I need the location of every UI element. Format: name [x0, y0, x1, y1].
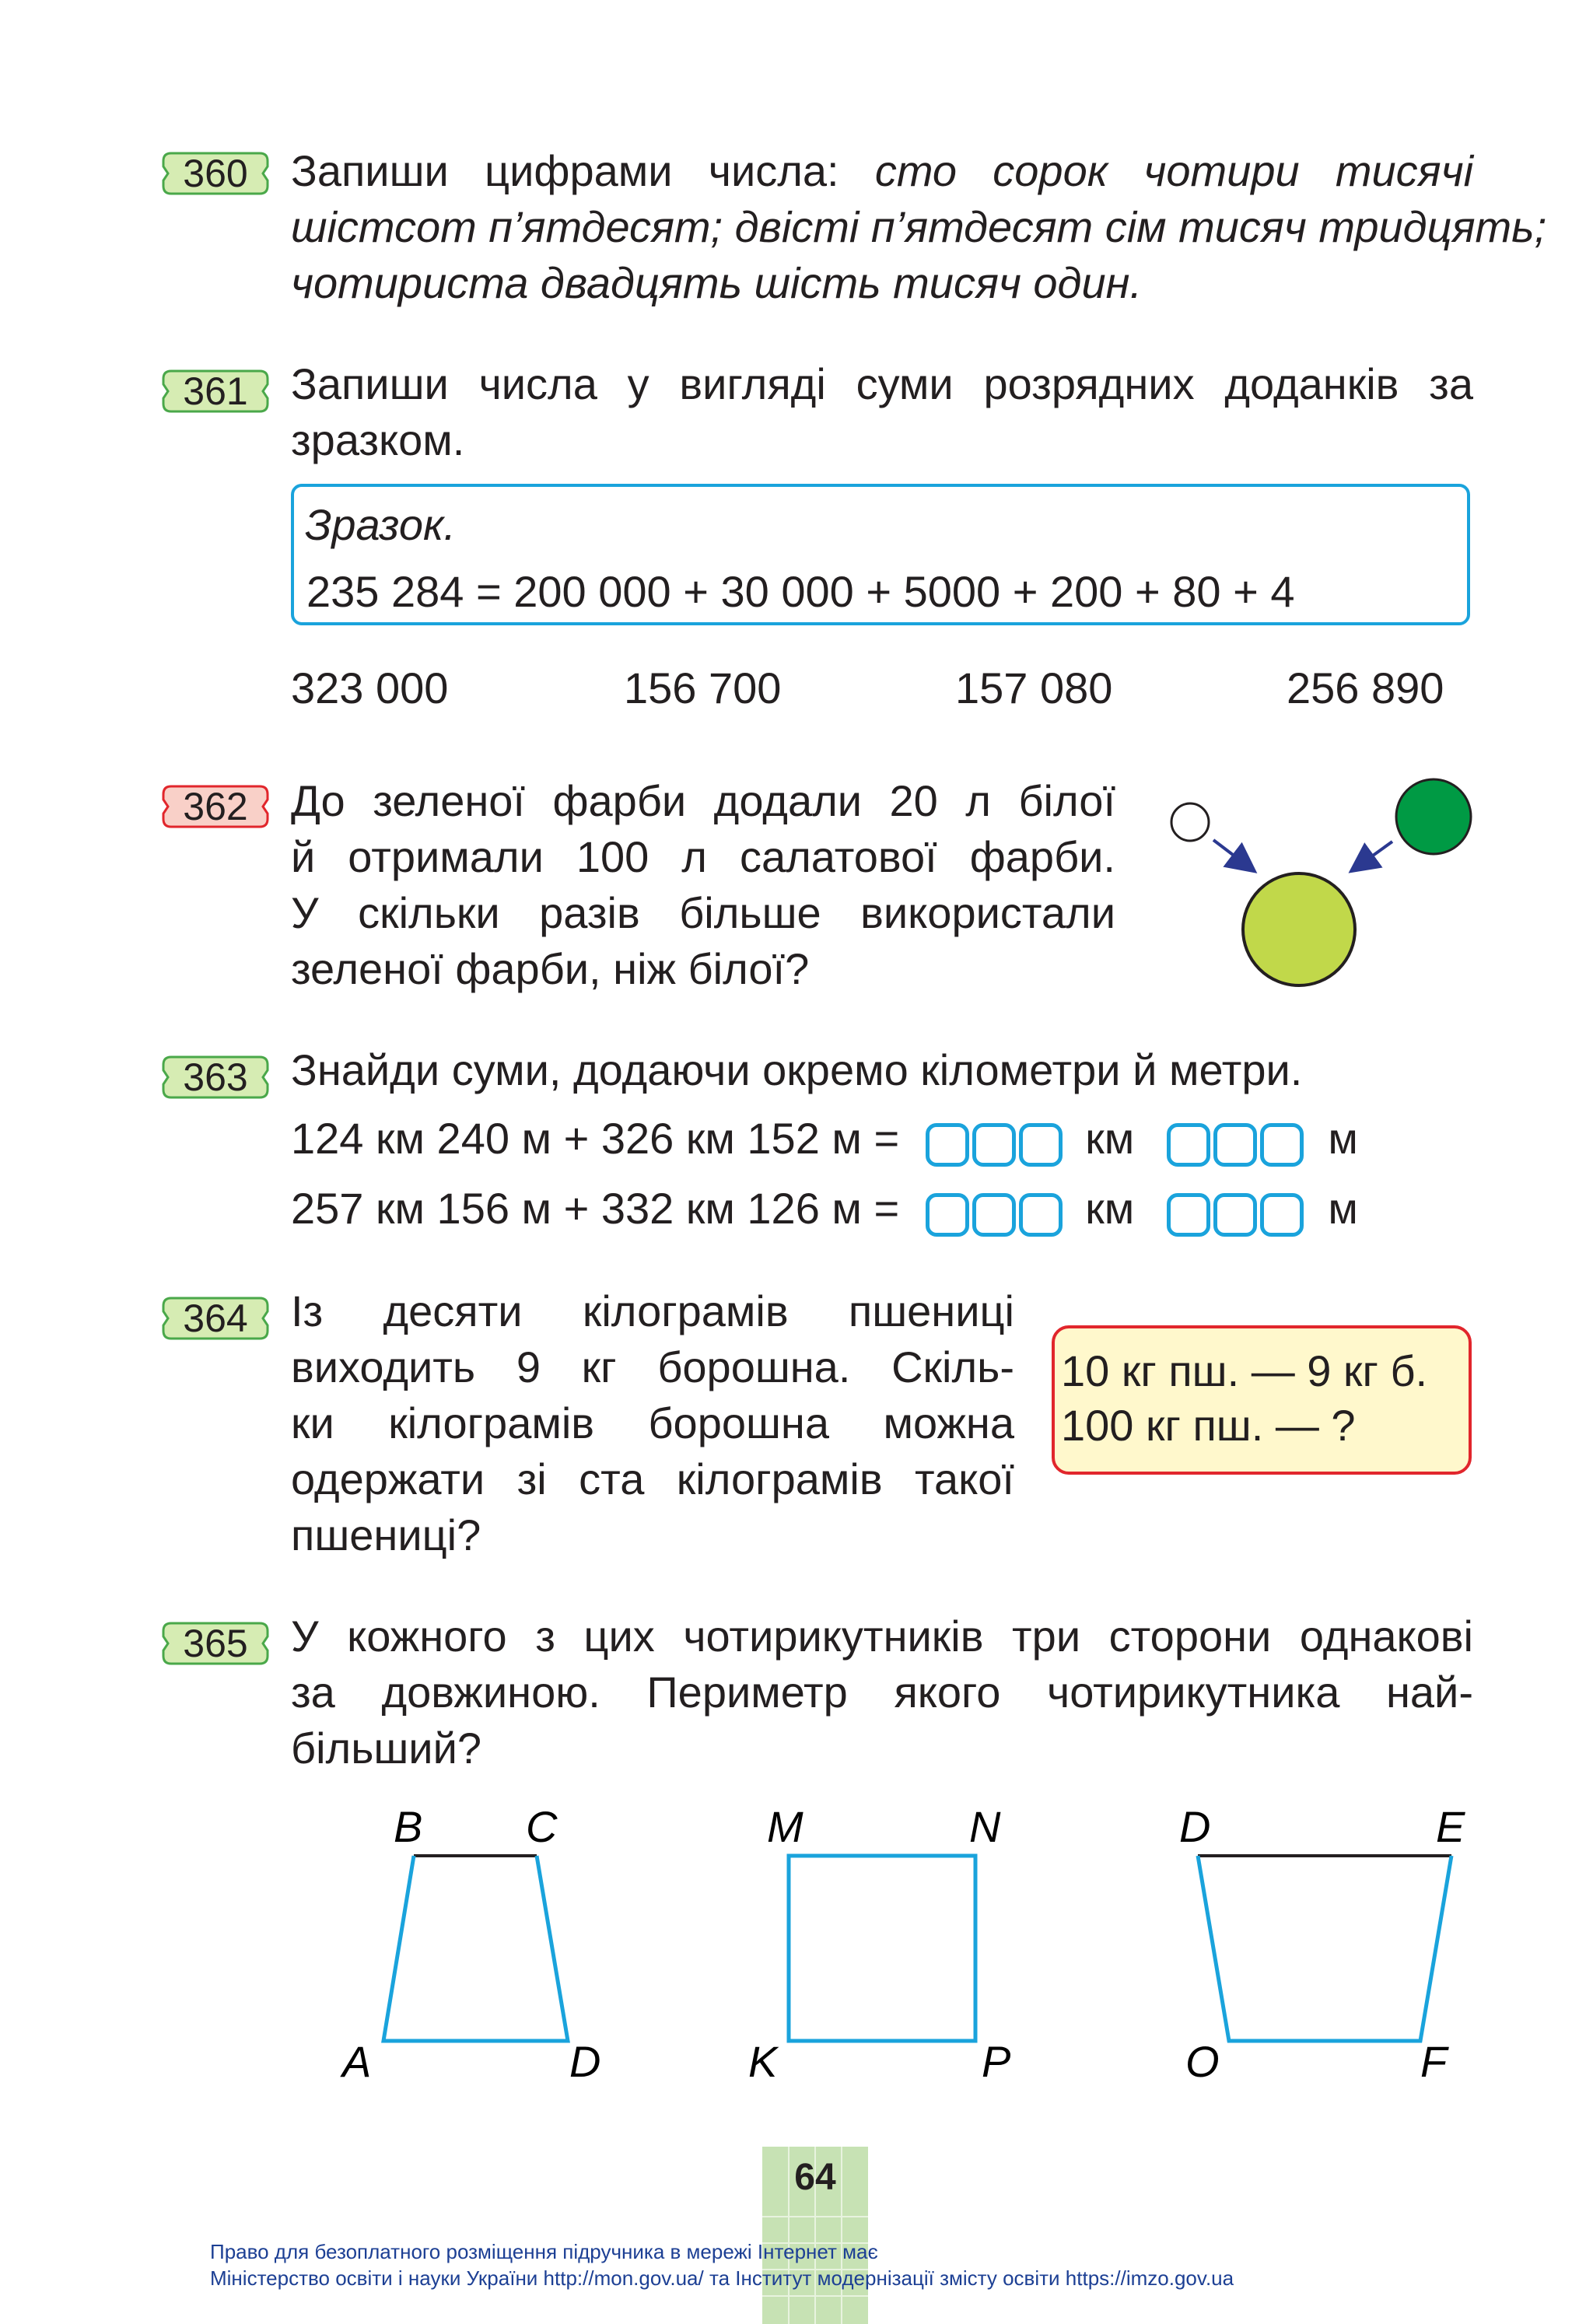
task-text-line: й отримали 100 л салатової фарби. — [291, 832, 1115, 881]
number-item: 156 700 — [624, 663, 782, 712]
answer-boxes-km[interactable] — [926, 1114, 1066, 1170]
answer-boxes-m[interactable] — [1167, 1184, 1307, 1240]
task-number-badge: 360 — [160, 151, 271, 196]
task-text-line: У скільки разів більше використали — [291, 888, 1115, 937]
task-text-line: У кожного з цих чотирикутників три сторони однакові — [291, 1612, 1473, 1661]
unit-km: км — [1085, 1114, 1135, 1163]
light-green-paint-circle — [1243, 873, 1355, 985]
expression-text: 124 км 240 м + 326 км 152 м = — [291, 1114, 900, 1163]
number-item: 323 000 — [291, 663, 449, 712]
task-number-badge: 364 — [160, 1296, 271, 1341]
vertex-label-d2: D — [1179, 1802, 1211, 1851]
unit-km: км — [1085, 1184, 1135, 1233]
task-text-line: Знайди суми, додаючи окремо кілометри й метри. — [291, 1045, 1303, 1094]
number-item: 157 080 — [955, 663, 1113, 712]
unit-m: м — [1328, 1184, 1358, 1233]
note-line: 10 кг пш. — 9 кг б. — [1061, 1346, 1428, 1395]
task-text-line: Із десяти кілограмів пшениці — [291, 1286, 1014, 1335]
task-text-line: чотириста двадцять шість тисяч один. — [291, 258, 1143, 307]
task-number-badge: 362 — [160, 784, 271, 829]
vertex-label-n: N — [969, 1802, 1001, 1851]
unit-m: м — [1328, 1114, 1358, 1163]
sample-expression: 235 284 = 200 000 + 30 000 + 5000 + 200 + 80 + 4 — [306, 567, 1295, 616]
answer-boxes-km[interactable] — [926, 1184, 1066, 1240]
task-number-badge: 363 — [160, 1055, 271, 1100]
task-text-line: Запиши числа у вигляді суми розрядних доданків за — [291, 359, 1473, 408]
vertex-label-d: D — [569, 2037, 601, 2086]
answer-boxes-m[interactable] — [1167, 1114, 1307, 1170]
vertex-label-k: K — [748, 2037, 778, 2086]
task-text-line: виходить 9 кг борошна. Скіль- — [291, 1342, 1014, 1391]
green-paint-circle — [1396, 779, 1471, 854]
task-text-line: шістсот п’ятдесят; двісті п’ятдесят сім тисяч тридцять; — [291, 202, 1547, 251]
task-text-line: більший? — [291, 1724, 481, 1773]
task-text-line: пшениці? — [291, 1510, 481, 1559]
page-number-block — [762, 2147, 868, 2324]
vertex-label-f: F — [1420, 2037, 1448, 2086]
footer-line: Право для безоплатного розміщення підручника в мережі Інтернет має — [210, 2240, 878, 2263]
expression-row — [291, 1181, 1358, 1240]
task-text-line: Запиши цифрами числа: сто сорок чотири тисячі — [291, 146, 1474, 195]
vertex-label-p: P — [982, 2037, 1011, 2086]
trapezoid-abcd — [340, 1802, 600, 2086]
vertex-label-a: A — [342, 2037, 372, 2086]
paint-mixing-illustration — [1151, 762, 1478, 996]
sample-label: Зразок. — [305, 500, 456, 549]
trapezoid-defo — [1179, 1802, 1465, 2086]
task-text-line: одержати зі ста кілограмів такої — [291, 1454, 1014, 1503]
task-number-badge: 361 — [160, 369, 271, 414]
task-text-line: зеленої фарби, ніж білої? — [291, 944, 810, 993]
expression-row — [291, 1111, 1358, 1170]
sample-box — [291, 484, 1470, 625]
task-text-line: ки кілограмів борошна можна — [291, 1398, 1014, 1447]
vertex-label-e: E — [1436, 1802, 1465, 1851]
task-text-line: До зеленої фарби додали 20 л білої — [291, 776, 1115, 825]
footer-line: Міністерство освіти і науки України http://mon.gov.ua/ та Інститут модернізації змісту освіти https://imzo.gov.ua — [210, 2266, 1234, 2290]
vertex-label-b: B — [394, 1802, 423, 1851]
vertex-label-c: C — [526, 1802, 558, 1851]
vertex-label-o: O — [1185, 2037, 1220, 2086]
page-number: 64 — [794, 2157, 836, 2198]
expression-text: 257 км 156 м + 332 км 126 м = — [291, 1184, 900, 1233]
arrow-icon — [1213, 840, 1252, 870]
task-number-badge: 365 — [160, 1621, 271, 1666]
short-note-box — [1052, 1325, 1472, 1475]
number-item: 256 890 — [1287, 663, 1444, 712]
square-mnpk — [748, 1802, 1010, 2086]
note-line: 100 кг пш. — ? — [1061, 1401, 1356, 1450]
task-text-line: зразком. — [291, 415, 465, 464]
arrow-icon — [1353, 842, 1392, 870]
quadrilaterals-figure — [0, 1789, 1593, 2100]
task-text-line: за довжиною. Периметр якого чотирикутника най- — [291, 1668, 1473, 1717]
vertex-label-m: M — [767, 1802, 804, 1851]
white-paint-circle — [1171, 803, 1209, 841]
